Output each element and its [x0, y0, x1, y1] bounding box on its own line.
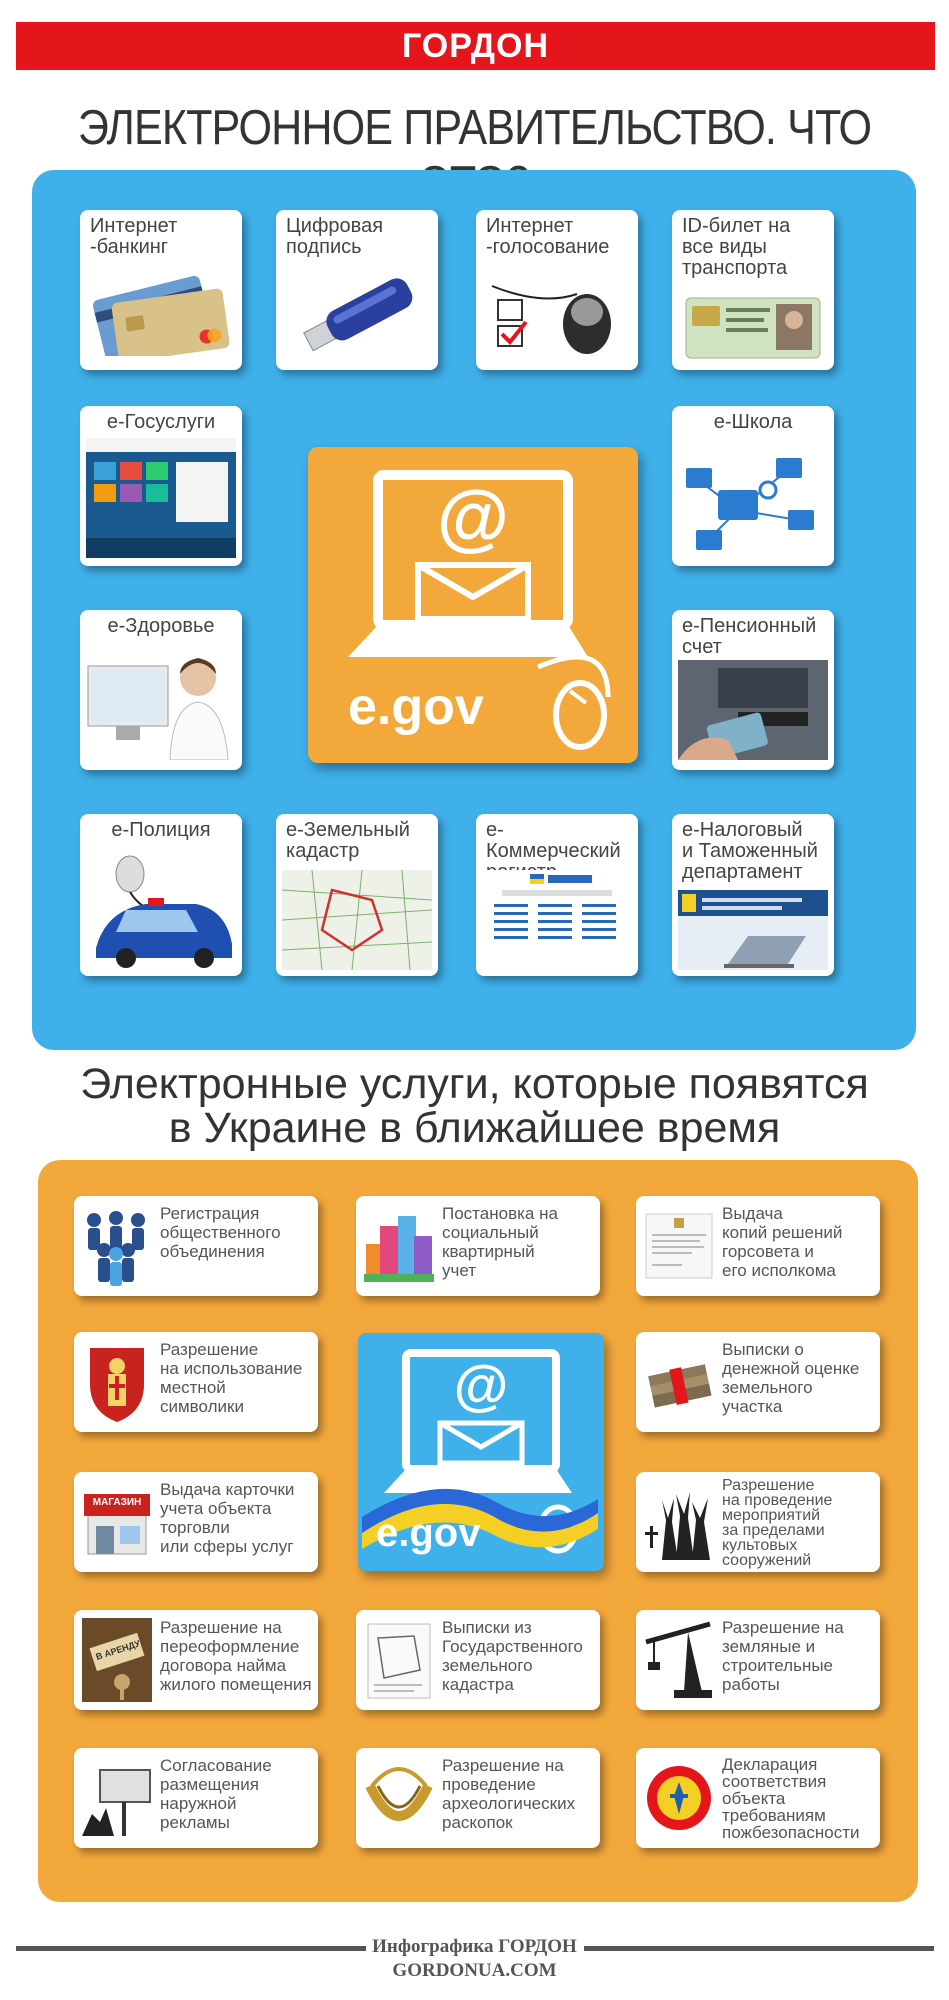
- service-text: Выписки из Государственного земельного кадастра: [442, 1618, 583, 1694]
- service-text: Согласование размещения наружной рекламы: [160, 1756, 272, 1832]
- money-stack-icon: [644, 1340, 714, 1424]
- service-housing-queue: [356, 1196, 600, 1296]
- mouse-checkbox-icon: [482, 266, 632, 364]
- service-trade-card: [74, 1472, 318, 1572]
- id-card-icon: [678, 294, 828, 364]
- tax-cabinet-laptop-icon: [678, 890, 828, 970]
- egov-label-small: e.gov: [376, 1511, 481, 1555]
- document-icon: [644, 1204, 714, 1288]
- card-e-commerce-register: [476, 814, 638, 976]
- egov-logo-tile-small: [358, 1333, 604, 1571]
- service-text: Разрешение на земляные и строительные работы: [722, 1618, 844, 1694]
- gov-portal-screenshot-icon: [86, 438, 236, 560]
- card-label: Цифровая подпись: [286, 215, 384, 258]
- card-label: Интернет -банкинг: [90, 215, 178, 258]
- doctor-computer-icon: [86, 644, 236, 764]
- service-fire-safety: [636, 1748, 880, 1848]
- card-id-ticket: [672, 210, 834, 370]
- egov-logo-tile: [308, 447, 638, 763]
- card-label: е-Налоговый и Таможенный департамент: [682, 819, 818, 883]
- footer-credit: Инфографика ГОРДОН: [372, 1936, 577, 1957]
- service-text: Выдача карточки учета объекта торговли или сферы услуг: [160, 1480, 295, 1556]
- page-title: ЭЛЕКТРОННОЕ ПРАВИТЕЛЬСТВО. ЧТО: [77, 101, 872, 155]
- atm-card-icon: [678, 660, 828, 764]
- card-label: е-Пенсионный счет: [682, 615, 817, 658]
- service-local-symbols: [74, 1332, 318, 1432]
- card-label: е-Здоровье: [107, 615, 215, 637]
- service-text: Выдача копий решений горсовета и его исполкома: [722, 1204, 843, 1280]
- service-construction-permit: [636, 1610, 880, 1710]
- fire-service-emblem-icon: [644, 1756, 714, 1840]
- service-text: Регистрация общественного объединения: [160, 1204, 281, 1261]
- footer-site-link[interactable]: GORDONUA.COM: [392, 1960, 557, 1981]
- brand-name: ГОРДОН: [401, 26, 550, 65]
- service-cadastre-extracts: [356, 1610, 600, 1710]
- card-e-school: [672, 406, 834, 566]
- police-car-mouse-icon: [86, 848, 236, 970]
- service-text: Выписки о денежной оценке земельного участка: [722, 1340, 860, 1416]
- card-e-pension: [672, 610, 834, 770]
- card-label: е-Коммерческий: [486, 819, 621, 862]
- card-label: е-Полиция: [111, 819, 211, 841]
- service-events-permit: [636, 1472, 880, 1572]
- egov-at-symbol-small: @: [453, 1353, 509, 1416]
- egov-label: e.gov: [348, 678, 484, 736]
- card-e-health: [80, 610, 242, 770]
- crane-icon: [644, 1618, 714, 1702]
- card-label: е-Земельный кадастр: [286, 819, 410, 862]
- crowd-cross-icon: [644, 1480, 714, 1564]
- service-council-decisions: [636, 1196, 880, 1296]
- card-label: е-Школа: [713, 411, 793, 433]
- network-computers-icon: [678, 440, 828, 560]
- card-label: ID-билет на все виды транспорта: [682, 215, 791, 279]
- service-lease-renewal: [74, 1610, 318, 1710]
- shop-sign-text: МАГАЗИН: [92, 1497, 142, 1508]
- service-text: Разрешение на проведение мероприятий за пределами культовых сооружений: [722, 1477, 833, 1569]
- service-registration: [74, 1196, 318, 1296]
- section-subtitle: Электронные услуги, которые появятся в Украине в ближайшее время: [80, 1060, 869, 1152]
- reestr-website-icon: [482, 870, 632, 970]
- credit-cards-icon: [86, 266, 236, 364]
- service-outdoor-ads: [74, 1748, 318, 1848]
- service-text: Разрешение на использование местной символики: [160, 1340, 303, 1416]
- shop-icon: [82, 1480, 152, 1564]
- brand-bar: [16, 22, 935, 70]
- card-digital-signature: [276, 210, 438, 370]
- city-buildings-icon: [364, 1204, 434, 1288]
- people-group-icon: [82, 1204, 152, 1288]
- for-rent-key-icon: [82, 1618, 152, 1702]
- rent-sign-text: В АРЕНДУ: [94, 1638, 142, 1662]
- card-e-tax: [672, 814, 834, 976]
- billboard-icon: [82, 1756, 152, 1840]
- card-label: Интернет -голосование: [486, 215, 610, 258]
- service-text: Разрешение на переоформление договора найма жилого помещения: [160, 1618, 312, 1694]
- service-archaeology: [356, 1748, 600, 1848]
- card-internet-banking: [80, 210, 242, 370]
- card-e-gosuslugi: [80, 406, 242, 566]
- usb-token-icon: [282, 266, 432, 364]
- service-text: Разрешение на проведение археологических раскопок: [442, 1756, 576, 1832]
- cadastre-map-icon: [282, 870, 432, 970]
- coat-of-arms-icon: [82, 1340, 152, 1424]
- gold-pectoral-icon: [364, 1756, 434, 1840]
- service-text: Декларация соответствия объекта требованиям пожбезопасности: [722, 1755, 860, 1842]
- card-internet-voting: [476, 210, 638, 370]
- card-e-cadastre: [276, 814, 438, 976]
- card-label: е-Госуслуги: [106, 411, 216, 433]
- card-e-police: [80, 814, 242, 976]
- cadastre-plan-icon: [364, 1618, 434, 1702]
- service-text: Постановка на социальный квартирный учет: [442, 1204, 558, 1280]
- egov-at-symbol: @: [436, 475, 510, 558]
- service-land-valuation: [636, 1332, 880, 1432]
